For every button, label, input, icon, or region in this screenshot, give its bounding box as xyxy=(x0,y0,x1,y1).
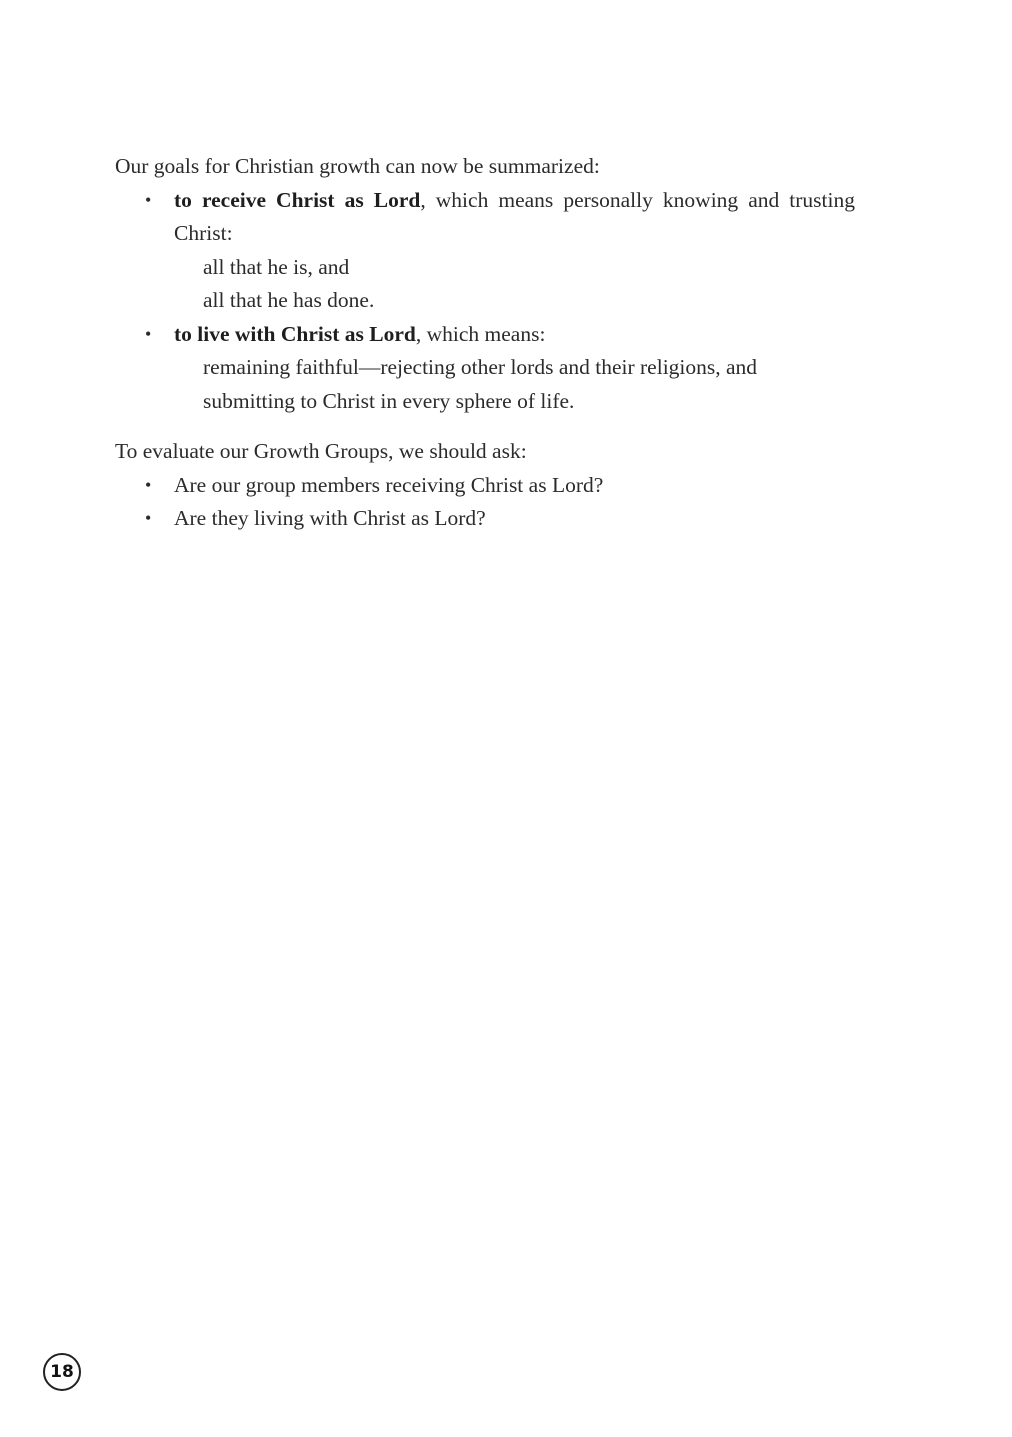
paragraph-gap xyxy=(115,418,855,435)
goal-item-receive xyxy=(115,184,855,318)
question-item xyxy=(115,502,855,536)
bullet-icon: • xyxy=(145,323,152,344)
bullet-icon: • xyxy=(145,474,152,495)
question-text: Are our group members receiving Christ as Lord? xyxy=(174,472,604,497)
goal-subline: all that he has done. xyxy=(203,288,375,312)
goals-list xyxy=(115,184,855,419)
bullet-icon: • xyxy=(145,189,152,210)
goal-bold-text: to live with Christ as Lord xyxy=(174,321,416,346)
page-content xyxy=(115,150,855,536)
goal-subline: remaining faithful—rejecting other lords and their religions, and xyxy=(203,355,758,379)
goal-subline: submitting to Christ in every sphere of life. xyxy=(203,388,575,413)
questions-list xyxy=(115,469,855,536)
goal-text xyxy=(174,184,855,251)
goal-rest-text: , which means: xyxy=(415,321,546,346)
goal-rest-text: , which means personally knowing and trusting Christ: xyxy=(174,187,855,245)
intro-paragraph: Our goals for Christian growth can now be summarized: xyxy=(115,154,600,178)
question-item xyxy=(115,469,855,503)
question-text: Are they living with Christ as Lord? xyxy=(174,506,486,530)
goal-bold-text: to receive Christ as Lord xyxy=(174,187,421,212)
page-number-badge: 18 xyxy=(43,1353,81,1391)
goal-text xyxy=(174,318,855,352)
goal-item-live xyxy=(115,318,855,419)
bullet-icon: • xyxy=(145,508,152,528)
evaluate-paragraph: To evaluate our Growth Groups, we should ask: xyxy=(115,439,527,463)
goal-subline: all that he is, and xyxy=(203,254,350,279)
